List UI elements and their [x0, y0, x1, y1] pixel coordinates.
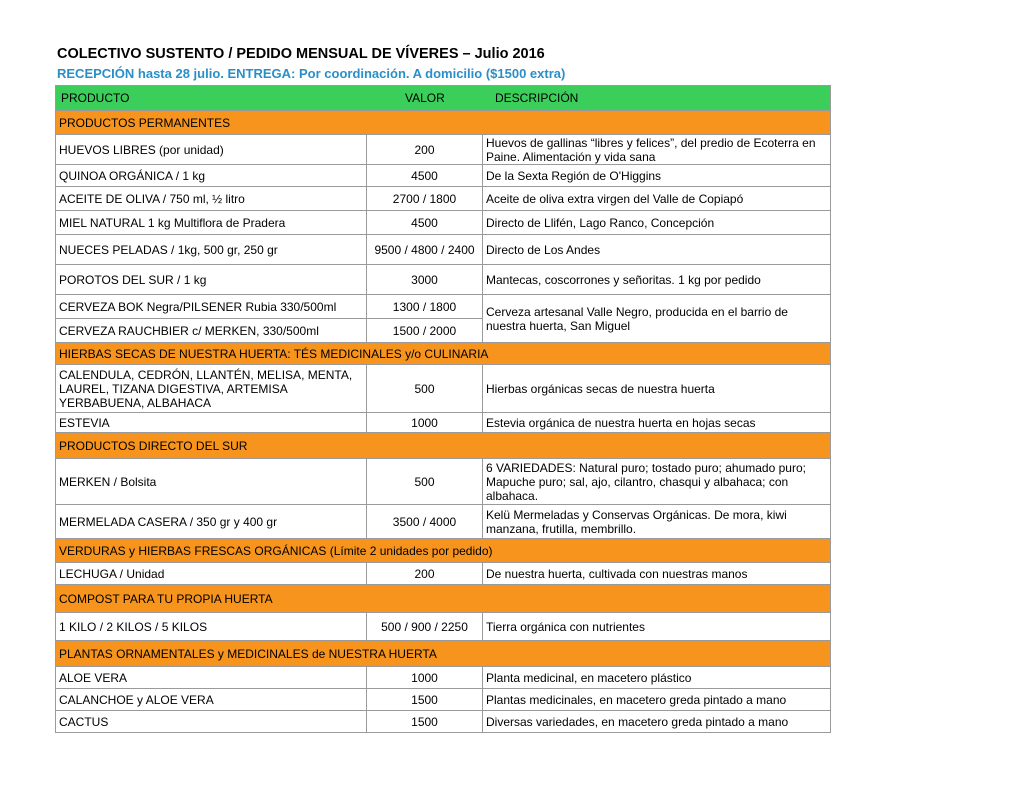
section-row [56, 585, 831, 613]
description-cell: Directo de Los Andes [483, 235, 831, 265]
value-cell: 1500 [367, 711, 483, 733]
section-title: VERDURAS y HIERBAS FRESCAS ORGÁNICAS (Límite 2 unidades por pedido) [56, 539, 831, 563]
product-cell: HUEVOS LIBRES (por unidad) [56, 135, 367, 165]
product-cell: ESTEVIA [56, 413, 367, 433]
product-cell: 1 KILO / 2 KILOS / 5 KILOS [56, 613, 367, 641]
description-cell: Huevos de gallinas “libres y felices”, del predio de Ecoterra en Paine. Alimentación y vida sana [483, 135, 831, 165]
section-title: PLANTAS ORNAMENTALES y MEDICINALES de NUESTRA HUERTA [56, 641, 831, 667]
description-cell: Mantecas, coscorrones y señoritas. 1 kg por pedido [483, 265, 831, 295]
value-cell: 3500 / 4000 [367, 505, 483, 539]
table-row [56, 711, 831, 733]
product-cell: CALANCHOE y ALOE VERA [56, 689, 367, 711]
section-title: PRODUCTOS DIRECTO DEL SUR [56, 433, 831, 459]
value-cell: 3000 [367, 265, 483, 295]
description-cell: 6 VARIEDADES: Natural puro; tostado puro; ahumado puro; Mapuche puro; sal, ajo, cilantro, chasqui y albahaca; con albahaca. [483, 459, 831, 505]
order-table [55, 85, 831, 733]
product-cell: QUINOA ORGÁNICA / 1 kg [56, 165, 367, 187]
table-row [56, 211, 831, 235]
value-cell: 1500 [367, 689, 483, 711]
description-cell: Directo de Llifén, Lago Ranco, Concepción [483, 211, 831, 235]
table-row [56, 689, 831, 711]
description-cell: Kelü Mermeladas y Conservas Orgánicas. De mora, kiwi manzana, frutilla, membrillo. [483, 505, 831, 539]
section-row [56, 343, 831, 365]
description-cell: De nuestra huerta, cultivada con nuestras manos [483, 563, 831, 585]
table-row [56, 235, 831, 265]
table-row [56, 459, 831, 505]
product-cell: MIEL NATURAL 1 kg Multiflora de Pradera [56, 211, 367, 235]
value-cell: 4500 [367, 165, 483, 187]
table-row [56, 505, 831, 539]
section-title: PRODUCTOS PERMANENTES [56, 111, 831, 135]
description-cell: Planta medicinal, en macetero plástico [483, 667, 831, 689]
description-cell: De la Sexta Región de O'Higgins [483, 165, 831, 187]
product-cell: CERVEZA RAUCHBIER c/ MERKEN, 330/500ml [56, 319, 367, 343]
header-valor: VALOR [405, 91, 445, 105]
section-row [56, 111, 831, 135]
table-row [56, 135, 831, 165]
value-cell: 1000 [367, 413, 483, 433]
table-row [56, 365, 831, 413]
description-cell: Tierra orgánica con nutrientes [483, 613, 831, 641]
product-cell: MERMELADA CASERA / 350 gr y 400 gr [56, 505, 367, 539]
product-cell: POROTOS DEL SUR / 1 kg [56, 265, 367, 295]
product-cell: LECHUGA / Unidad [56, 563, 367, 585]
value-cell: 500 [367, 459, 483, 505]
description-cell: Plantas medicinales, en macetero greda pintado a mano [483, 689, 831, 711]
product-cell: ALOE VERA [56, 667, 367, 689]
value-cell: 500 / 900 / 2250 [367, 613, 483, 641]
value-cell: 200 [367, 135, 483, 165]
table-row [56, 187, 831, 211]
table-header-row [56, 86, 831, 111]
table-row [56, 265, 831, 295]
value-cell: 200 [367, 563, 483, 585]
value-cell: 500 [367, 365, 483, 413]
section-row [56, 539, 831, 563]
product-cell: CERVEZA BOK Negra/PILSENER Rubia 330/500ml [56, 295, 367, 319]
section-title: COMPOST PARA TU PROPIA HUERTA [56, 585, 831, 613]
value-cell: 1300 / 1800 [367, 295, 483, 319]
table-row [56, 413, 831, 433]
header-producto: PRODUCTO [61, 91, 130, 105]
value-cell: 2700 / 1800 [367, 187, 483, 211]
table-row [56, 667, 831, 689]
value-cell: 1000 [367, 667, 483, 689]
section-row [56, 641, 831, 667]
page-title: COLECTIVO SUSTENTO / PEDIDO MENSUAL DE VÍVERES – Julio 2016 [57, 46, 545, 62]
product-cell: CACTUS [56, 711, 367, 733]
description-cell: Estevia orgánica de nuestra huerta en hojas secas [483, 413, 831, 433]
value-cell: 9500 / 4800 / 2400 [367, 235, 483, 265]
description-cell: Diversas variedades, en macetero greda pintado a mano [483, 711, 831, 733]
page-subtitle: RECEPCIÓN hasta 28 julio. ENTREGA: Por coordinación. A domicilio ($1500 extra) [57, 66, 566, 81]
section-title: HIERBAS SECAS DE NUESTRA HUERTA: TÉS MEDICINALES y/o CULINARIA [56, 343, 831, 365]
description-cell: Hierbas orgánicas secas de nuestra huerta [483, 365, 831, 413]
table-row [56, 563, 831, 585]
header-descripcion: DESCRIPCIÓN [495, 91, 579, 105]
table-row [56, 295, 831, 319]
product-cell: MERKEN / Bolsita [56, 459, 367, 505]
description-cell: Aceite de oliva extra virgen del Valle de Copiapó [483, 187, 831, 211]
product-cell: NUECES PELADAS / 1kg, 500 gr, 250 gr [56, 235, 367, 265]
value-cell: 1500 / 2000 [367, 319, 483, 343]
table-row [56, 613, 831, 641]
product-cell: CALENDULA, CEDRÓN, LLANTÉN, MELISA, MENTA, LAUREL, TIZANA DIGESTIVA, ARTEMISA YERBABUENA, ALBAHACA [56, 365, 367, 413]
table-row [56, 165, 831, 187]
description-cell: Cerveza artesanal Valle Negro, producida en el barrio de nuestra huerta, San Miguel [483, 295, 831, 343]
product-cell: ACEITE DE OLIVA / 750 ml, ½ litro [56, 187, 367, 211]
section-row [56, 433, 831, 459]
value-cell: 4500 [367, 211, 483, 235]
